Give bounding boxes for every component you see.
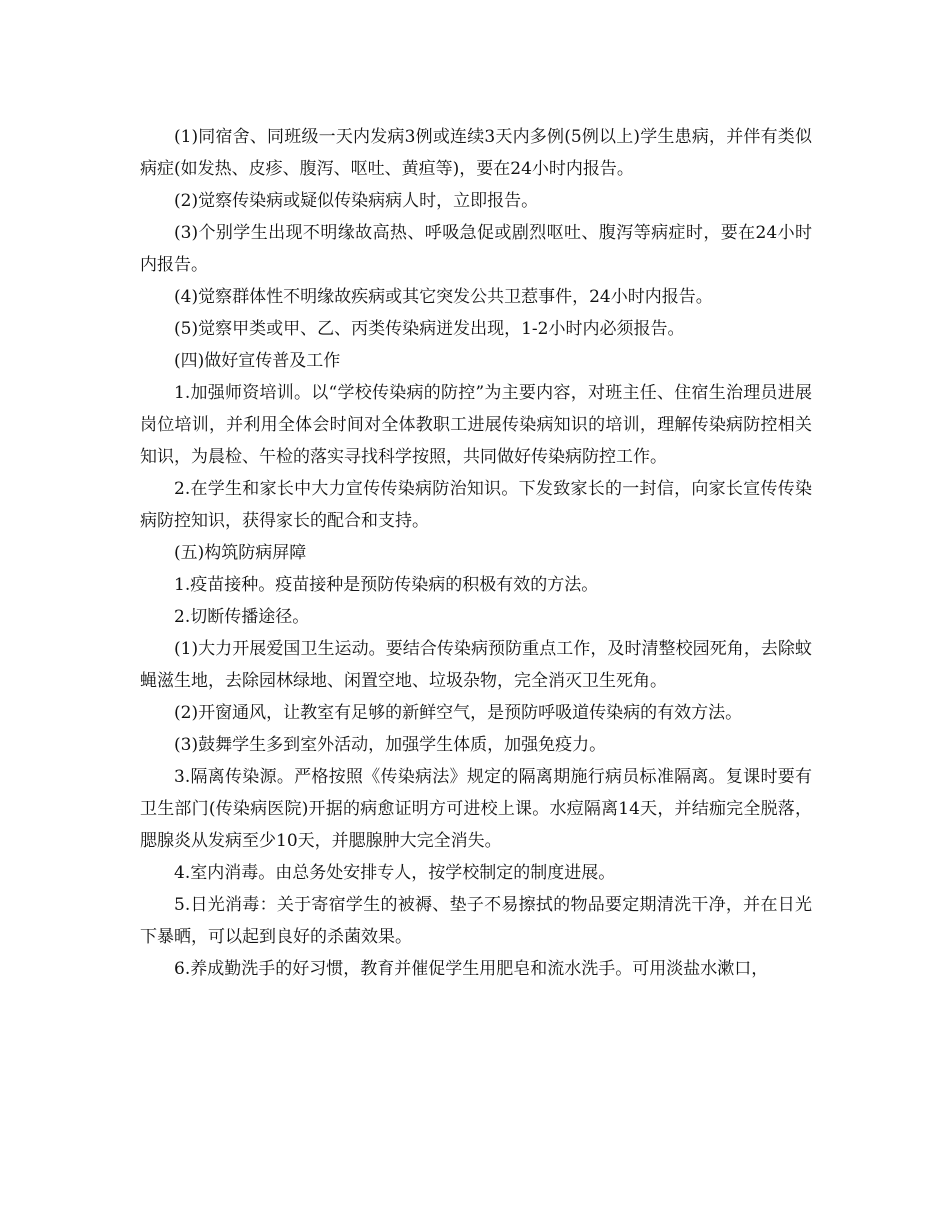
paragraph-outdoor-activity: (3)鼓舞学生多到室外活动，加强学生体质，加强免疫力。 (174, 735, 607, 755)
paragraph-sunlight-disinfection: 5.日光消毒：关于寄宿学生的被褥、垫子不易擦拭的物品要定期清洗干净，并在日光下暴晒，可以起到良好的杀菌效果。 (140, 895, 812, 947)
paragraph-teacher-training: 1.加强师资培训。以“学校传染病的防控”为主要内容，对班主任、住宿生治理员进展岗位培训，并利用全体会时间对全体教职工进展传染病知识的培训，理解传染病防控相关知识，为晨检、午检的落实寻找科学按照，共同做好传染病防控工作。 (140, 383, 812, 467)
paragraph-sanitation-campaign: (1)大力开展爱国卫生运动。要结合传染病预防重点工作，及时清整校园死角，去除蚊蝇滋生地，去除园林绿地、闲置空地、垃圾杂物，完全消灭卫生死角。 (140, 639, 812, 691)
paragraph-ventilation: (2)开窗通风，让教室有足够的新鲜空气，是预防呼吸道传染病的有效方法。 (174, 703, 743, 723)
document-body (140, 121, 812, 985)
section-heading-publicity: (四)做好宣传普及工作 (174, 351, 341, 371)
paragraph-report-case-2: (2)觉察传染病或疑似传染病病人时，立即报告。 (174, 191, 539, 211)
paragraph-report-case-1: (1)同宿舍、同班级一天内发病3例或连续3天内多例(5例以上)学生患病，并伴有类似病症(如发热、皮疹、腹泻、呕吐、黄疸等)，要在24小时内报告。 (140, 127, 812, 179)
paragraph-report-case-3: (3)个别学生出现不明缘故高热、呼吸急促或剧烈呕吐、腹泻等病症时，要在24小时内报告。 (140, 223, 812, 275)
paragraph-indoor-disinfection: 4.室内消毒。由总务处安排专人，按学校制定的制度进展。 (174, 863, 616, 883)
paragraph-report-case-4: (4)觉察群体性不明缘故疾病或其它突发公共卫惹事件，24小时内报告。 (174, 287, 713, 307)
paragraph-report-case-5: (5)觉察甲类或甲、乙、丙类传染病迸发出现，1-2小时内必须报告。 (174, 319, 685, 339)
paragraph-handwashing: 6.养成勤洗手的好习惯，教育并催促学生用肥皂和流水洗手。可用淡盐水漱口， (174, 959, 769, 979)
section-heading-prevention-barrier: (五)构筑防病屏障 (174, 543, 307, 563)
paragraph-vaccination: 1.疫苗接种。疫苗接种是预防传染病的积极有效的方法。 (174, 575, 599, 595)
paragraph-cut-transmission: 2.切断传播途径。 (174, 607, 310, 627)
paragraph-parent-publicity: 2.在学生和家长中大力宣传传染病防治知识。下发致家长的一封信，向家长宣传传染病防控知识，获得家长的配合和支持。 (140, 479, 812, 531)
paragraph-isolation: 3.隔离传染源。严格按照《传染病法》规定的隔离期施行病员标准隔离。复课时要有卫生部门(传染病医院)开据的病愈证明方可进校上课。水痘隔离14天，并结痂完全脱落，腮腺炎从发病至少10天，并腮腺肿大完全消失。 (140, 767, 812, 851)
